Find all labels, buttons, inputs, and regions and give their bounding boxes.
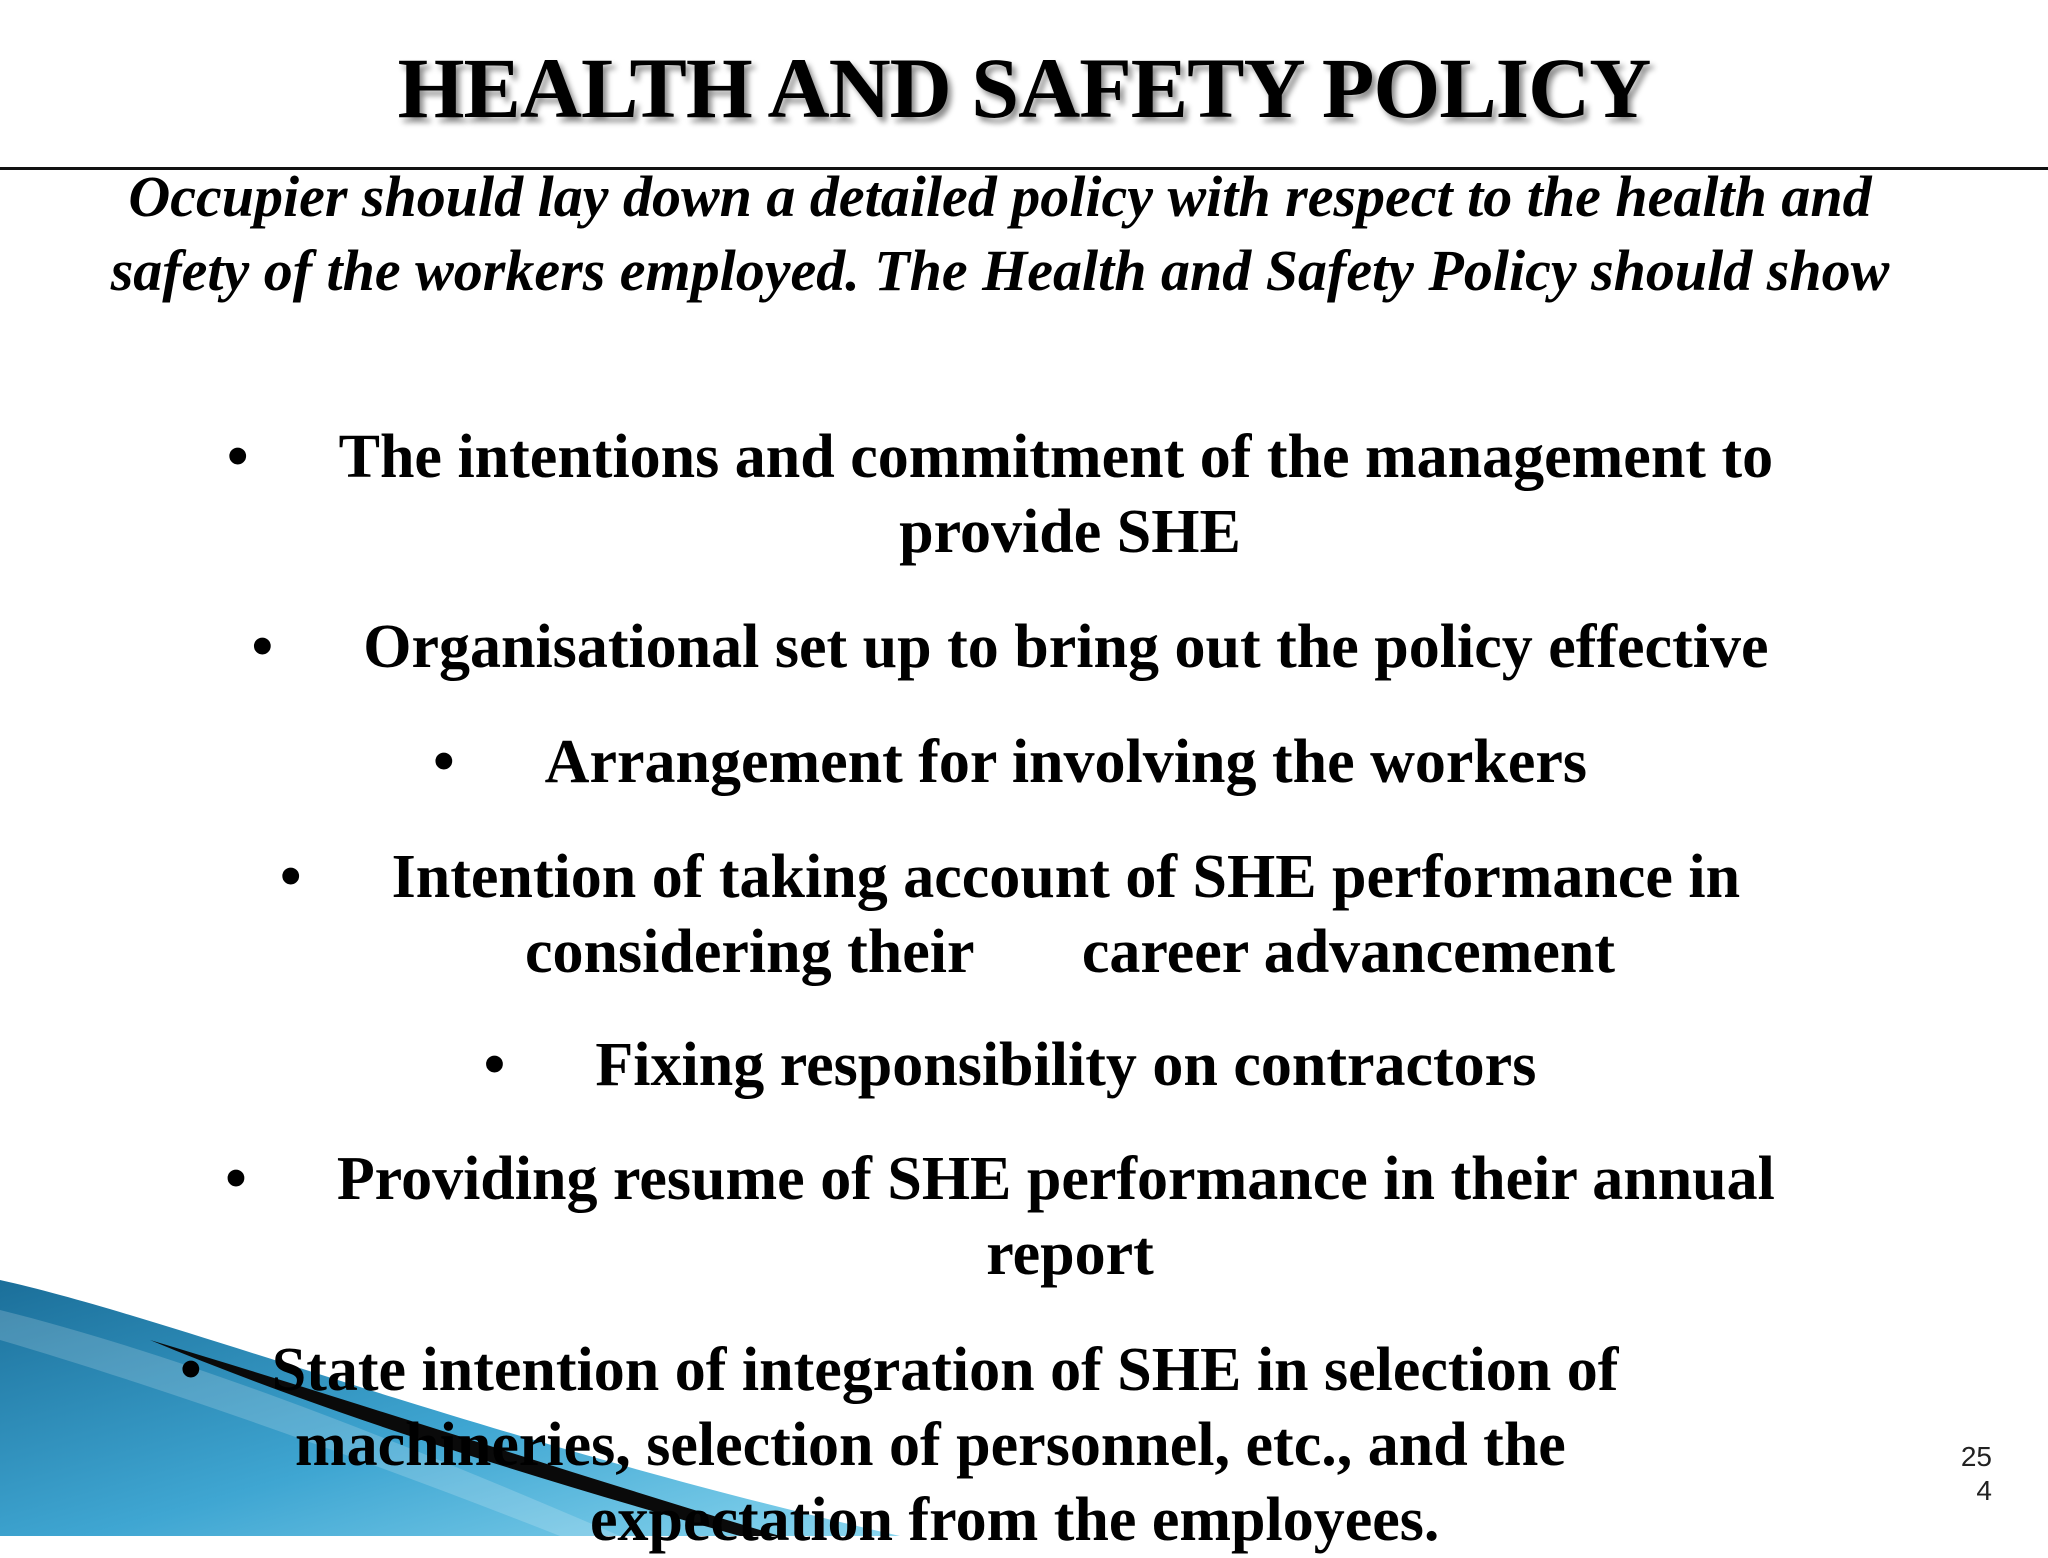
page-number <box>1961 1440 1992 1508</box>
bullet-item <box>160 725 1860 800</box>
bullet-item <box>150 1142 1850 1292</box>
bullet-item <box>150 1333 1850 1558</box>
bullet-text-continued: expectation from the employees. <box>590 1486 1440 1554</box>
bullet-text-continued: machineries, selection of personnel, etc., and the <box>295 1411 1566 1479</box>
page-number-line: 4 <box>1976 1475 1992 1506</box>
bullet-text-continued: report <box>986 1220 1154 1288</box>
bullet-marker: • <box>225 1145 247 1213</box>
bullet-text: Organisational set up to bring out the policy effective <box>363 613 1769 681</box>
bullet-text: Arrangement for involving the workers <box>544 728 1588 796</box>
bullet-item <box>160 610 1860 685</box>
bullet-marker: • <box>251 613 274 681</box>
bullet-item <box>160 1028 1860 1103</box>
bullet-item <box>150 420 1850 570</box>
bullet-item <box>160 840 1860 990</box>
page-number-line: 25 <box>1960 1441 1992 1472</box>
bullet-marker: • <box>432 728 455 796</box>
bullet-text: Intention of taking account of SHE performance in <box>391 843 1741 911</box>
bullet-text: Providing resume of SHE performance in their annual <box>336 1145 1775 1213</box>
bullet-text: The intentions and commitment of the management to <box>338 423 1774 491</box>
intro-paragraph: Occupier should lay down a detailed policy with respect to the health and safety of the workers employed. The Health and Safety Policy should show <box>110 164 1890 303</box>
bullet-marker: • <box>180 1336 202 1404</box>
bullet-marker: • <box>279 843 302 911</box>
bullet-marker: • <box>226 423 249 491</box>
bullet-text-continued: provide SHE <box>899 498 1241 566</box>
bullet-text: Fixing responsibility on contractors <box>595 1031 1537 1099</box>
bullet-text: State intention of integration of SHE in selection of <box>271 1336 1619 1404</box>
slide-title: HEALTH AND SAFETY POLICY <box>397 40 1651 136</box>
bullet-marker: • <box>483 1031 506 1099</box>
bullet-text-continued: considering their career advancement <box>525 918 1615 986</box>
